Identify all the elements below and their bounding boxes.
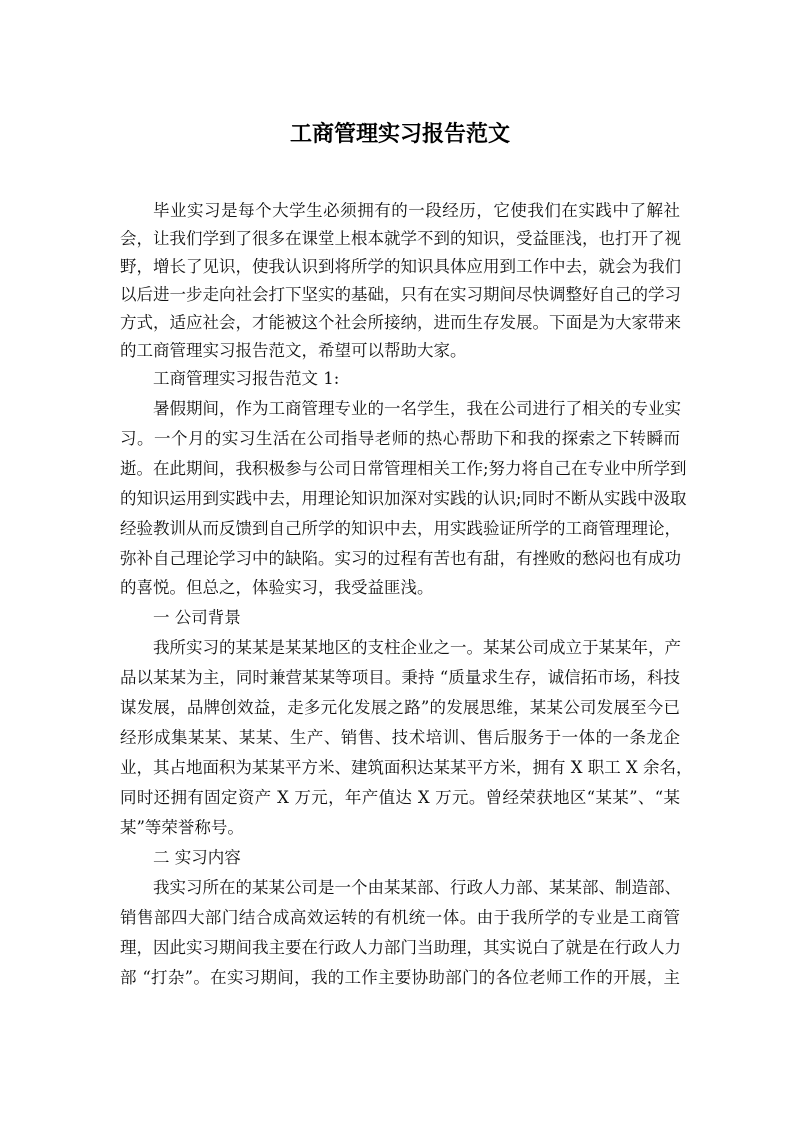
paragraph-line: 毕业实习是每个大学生必须拥有的一段经历，它使我们在实践中了解社 <box>153 201 680 220</box>
section-heading: 一 公司背景 <box>153 608 241 627</box>
paragraph-line: 品以某某为主，同时兼营某某等项目。秉持 “质量求生存，诚信拓市场，科技 <box>120 668 680 687</box>
paragraph-line: 暑假期间，作为工商管理专业的一名学生，我在公司进行了相关的专业实 <box>153 399 681 418</box>
paragraph-line: 我所实习的某某是某某地区的支柱企业之一。某某公司成立于某某年，产 <box>153 638 681 657</box>
paragraph-line: 的知识运用到实践中去，用理论知识加深对实践的认识;同时不断从实践中汲取 <box>120 489 687 508</box>
paragraph-line: 业，其占地面积为某某平方米、建筑面积达某某平方米，拥有 X 职工 X 余名， <box>120 758 693 777</box>
paragraph-line: 的工商管理实习报告范文，希望可以帮助大家。 <box>120 341 467 360</box>
paragraph-line: 部 “打杂”。在实习期间，我的工作主要协助部门的各位老师工作的开展，主 <box>120 968 680 987</box>
paragraph-line: 经验教训从而反馈到自己所学的知识中去，用实践验证所学的工商管理理论， <box>120 519 681 538</box>
paragraph-line: 同时还拥有固定资产 X 万元，年产值达 X 万元。曾经荣获地区“某某”、“某 <box>120 788 680 807</box>
paragraph-line: 我实习所在的某某公司是一个由某某部、行政人力部、某某部、制造部、 <box>153 878 681 897</box>
section-heading: 工商管理实习报告范文 1: <box>153 369 340 388</box>
paragraph-line: 以后进一步走向社会打下坚实的基础，只有在实习期间尽快调整好自己的学习 <box>120 285 681 304</box>
paragraph-line: 习。一个月的实习生活在公司指导老师的热心帮助下和我的探索之下转瞬而 <box>120 429 680 448</box>
document-title: 工商管理实习报告范文 <box>289 122 510 147</box>
paragraph-line: 方式，适应社会，才能被这个社会所接纳，进而生存发展。下面是为大家带来 <box>120 313 681 332</box>
paragraph-line: 理，因此实习期间我主要在行政人力部门当助理，其实说白了就是在行政人力 <box>120 938 681 957</box>
paragraph-line: 某”等荣誉称号。 <box>120 818 244 837</box>
paragraph-line: 经形成集某某、某某、生产、销售、技术培训、售后服务于一体的一条龙企 <box>120 728 680 747</box>
paragraph-line: 销售部四大部门结合成高效运转的有机统一体。由于我所学的专业是工商管 <box>120 908 680 927</box>
paragraph-line: 会，让我们学到了很多在课堂上根本就学不到的知识，受益匪浅，也打开了视 <box>120 229 681 248</box>
section-heading: 二 实习内容 <box>153 848 241 867</box>
paragraph-line: 野，增长了见识，使我认识到将所学的知识具体应用到工作中去，就会为我们 <box>120 257 681 276</box>
paragraph-line: 弥补自己理论学习中的缺陷。实习的过程有苦也有甜，有挫败的愁闷也有成功 <box>120 549 681 568</box>
paragraph-line: 谋发展，品牌创效益，走多元化发展之路”的发展思维，某某公司发展至今已 <box>120 698 680 717</box>
paragraph-line: 逝。在此期间，我积极参与公司日常管理相关工作;努力将自己在专业中所学到 <box>120 459 687 478</box>
paragraph-line: 的喜悦。但总之，体验实习，我受益匪浅。 <box>120 578 434 597</box>
